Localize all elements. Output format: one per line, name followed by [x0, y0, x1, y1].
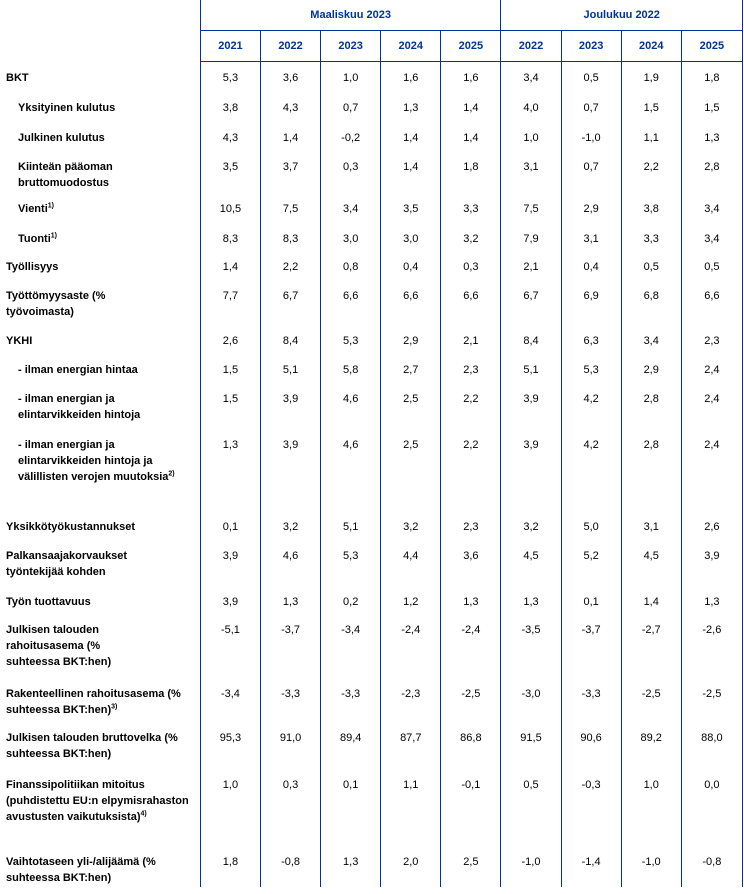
- value-cell: -2,4: [381, 614, 441, 678]
- value-cell: 1,0: [321, 62, 381, 92]
- footnote-marker: 1): [47, 201, 54, 209]
- value-cell: 7,7: [200, 280, 260, 325]
- value-cell: -3,5: [501, 614, 561, 678]
- value-cell: 0,8: [321, 251, 381, 280]
- row-label-text: - ilman energian ja elintarvikkeiden hintoja: [18, 392, 141, 421]
- row-label-text: Yksikkötyökustannukset: [6, 520, 135, 533]
- value-cell: 0,7: [561, 92, 621, 122]
- value-cell: 3,1: [561, 223, 621, 251]
- row-label: [0, 769, 200, 846]
- value-cell: 2,4: [681, 354, 742, 383]
- value-cell: 1,5: [200, 383, 260, 429]
- value-cell: 2,0: [381, 846, 441, 887]
- value-cell: 3,4: [501, 62, 561, 92]
- row-label: [0, 62, 200, 92]
- value-cell: 3,5: [200, 151, 260, 193]
- value-cell: 2,2: [441, 429, 501, 511]
- footnote-marker: 2): [168, 469, 175, 477]
- value-cell: 90,6: [561, 722, 621, 769]
- row-label: [0, 280, 200, 325]
- value-cell: 2,3: [681, 325, 742, 354]
- table-row: [0, 251, 743, 280]
- value-cell: 1,2: [381, 586, 441, 614]
- value-cell: 1,4: [381, 151, 441, 193]
- value-cell: 5,3: [321, 540, 381, 586]
- value-cell: 3,3: [441, 193, 501, 223]
- value-cell: 0,0: [681, 769, 742, 846]
- year-header: 2021: [200, 31, 260, 62]
- value-cell: 91,5: [501, 722, 561, 769]
- table-row: [0, 540, 743, 586]
- value-cell: 3,3: [621, 223, 681, 251]
- value-cell: 4,2: [561, 429, 621, 511]
- value-cell: 2,9: [381, 325, 441, 354]
- value-cell: 4,6: [321, 383, 381, 429]
- value-cell: 4,0: [501, 92, 561, 122]
- group-header-december: Joulukuu 2022: [501, 0, 743, 31]
- value-cell: -3,4: [200, 678, 260, 722]
- value-cell: -3,7: [261, 614, 321, 678]
- year-header: 2022: [501, 31, 561, 62]
- value-cell: -3,3: [261, 678, 321, 722]
- value-cell: 6,7: [261, 280, 321, 325]
- value-cell: 3,2: [261, 511, 321, 540]
- value-cell: -3,3: [561, 678, 621, 722]
- table-row: [0, 769, 743, 846]
- table-row: [0, 722, 743, 769]
- value-cell: 3,6: [441, 540, 501, 586]
- value-cell: 0,5: [501, 769, 561, 846]
- value-cell: 1,0: [501, 122, 561, 151]
- value-cell: 0,4: [381, 251, 441, 280]
- value-cell: 8,3: [200, 223, 260, 251]
- value-cell: 7,5: [261, 193, 321, 223]
- value-cell: 6,9: [561, 280, 621, 325]
- value-cell: 1,5: [200, 354, 260, 383]
- row-label-text: Tuonti$^{1)}$: [18, 231, 58, 245]
- row-label-text: Rakenteellinen rahoitusasema (% suhteessa BKT:hen)$^{3)}$: [6, 687, 181, 716]
- header-empty-cell: [0, 31, 200, 62]
- value-cell: 2,1: [501, 251, 561, 280]
- value-cell: 2,4: [681, 429, 742, 511]
- row-label: [0, 846, 200, 887]
- row-label: [0, 251, 200, 280]
- value-cell: 2,5: [381, 383, 441, 429]
- value-cell: 2,9: [561, 193, 621, 223]
- value-cell: -1,4: [561, 846, 621, 887]
- value-cell: 0,5: [621, 251, 681, 280]
- row-label: [0, 678, 200, 722]
- year-header: 2025: [681, 31, 742, 62]
- year-header: 2025: [441, 31, 501, 62]
- value-cell: -0,8: [681, 846, 742, 887]
- footnote-marker: 4): [140, 809, 147, 817]
- value-cell: -3,7: [561, 614, 621, 678]
- value-cell: -1,0: [501, 846, 561, 887]
- row-label: [0, 325, 200, 354]
- value-cell: 3,9: [261, 429, 321, 511]
- value-cell: 1,4: [200, 251, 260, 280]
- year-header: 2022: [261, 31, 321, 62]
- value-cell: 2,4: [681, 383, 742, 429]
- value-cell: 1,4: [261, 122, 321, 151]
- row-label-text: - ilman energian ja elintarvikkeiden hintoja ja välillisten verojen muutoksia$^{2)}$: [18, 438, 175, 483]
- value-cell: -1,0: [561, 122, 621, 151]
- value-cell: 2,6: [200, 325, 260, 354]
- row-label-text: - ilman energian hintaa: [18, 363, 138, 376]
- year-header: 2024: [621, 31, 681, 62]
- value-cell: 4,5: [621, 540, 681, 586]
- value-cell: 3,9: [501, 383, 561, 429]
- value-cell: 3,1: [501, 151, 561, 193]
- table-row: [0, 193, 743, 223]
- row-label-text: YKHI: [6, 334, 33, 347]
- value-cell: 2,5: [441, 846, 501, 887]
- value-cell: 0,3: [321, 151, 381, 193]
- value-cell: 4,3: [200, 122, 260, 151]
- value-cell: 5,2: [561, 540, 621, 586]
- value-cell: 0,5: [561, 62, 621, 92]
- value-cell: 1,6: [441, 62, 501, 92]
- value-cell: 0,7: [321, 92, 381, 122]
- value-cell: 87,7: [381, 722, 441, 769]
- value-cell: -3,4: [321, 614, 381, 678]
- value-cell: 5,1: [261, 354, 321, 383]
- row-label-text: Julkisen talouden rahoitusasema (% suhteessa BKT:hen): [6, 623, 112, 668]
- value-cell: 3,2: [501, 511, 561, 540]
- table-row: [0, 122, 743, 151]
- table-row: [0, 151, 743, 193]
- table-row: [0, 614, 743, 678]
- row-label-text: Kiinteän pääoman bruttomuodostus: [18, 160, 113, 189]
- value-cell: 2,5: [381, 429, 441, 511]
- value-cell: 1,8: [441, 151, 501, 193]
- year-header: 2024: [381, 31, 441, 62]
- value-cell: 1,3: [501, 586, 561, 614]
- year-header: 2023: [561, 31, 621, 62]
- row-label: [0, 223, 200, 251]
- value-cell: 1,0: [621, 769, 681, 846]
- value-cell: 2,3: [441, 511, 501, 540]
- value-cell: 0,7: [561, 151, 621, 193]
- value-cell: 1,3: [200, 429, 260, 511]
- table-row: [0, 223, 743, 251]
- value-cell: -0,8: [261, 846, 321, 887]
- value-cell: -5,1: [200, 614, 260, 678]
- row-label-text: Vaihtotaseen yli-/alijäämä (% suhteessa BKT:hen): [6, 855, 156, 884]
- row-label-text: Työllisyys: [6, 260, 59, 273]
- value-cell: 1,1: [381, 769, 441, 846]
- row-label-text: Yksityinen kulutus: [18, 101, 116, 114]
- value-cell: 3,8: [621, 193, 681, 223]
- value-cell: -2,4: [441, 614, 501, 678]
- row-label: [0, 614, 200, 678]
- table-row: [0, 354, 743, 383]
- value-cell: 3,1: [621, 511, 681, 540]
- value-cell: 2,3: [441, 354, 501, 383]
- table-row: [0, 586, 743, 614]
- value-cell: 1,8: [681, 62, 742, 92]
- value-cell: 1,4: [381, 122, 441, 151]
- value-cell: 4,3: [261, 92, 321, 122]
- value-cell: -2,5: [621, 678, 681, 722]
- value-cell: 89,4: [321, 722, 381, 769]
- value-cell: 1,9: [621, 62, 681, 92]
- value-cell: 6,3: [561, 325, 621, 354]
- value-cell: 6,8: [621, 280, 681, 325]
- row-label-text: Finanssipolitiikan mitoitus (puhdistettu EU:n elpymisrahaston avustusten vaikutuksista)$^{4)}$: [6, 778, 189, 823]
- value-cell: 2,2: [621, 151, 681, 193]
- value-cell: 1,4: [621, 586, 681, 614]
- row-label: [0, 354, 200, 383]
- row-label-text: Työn tuottavuus: [6, 595, 91, 608]
- value-cell: 1,4: [441, 92, 501, 122]
- value-cell: 0,2: [321, 586, 381, 614]
- footnote-marker: 3): [111, 702, 118, 710]
- value-cell: 4,2: [561, 383, 621, 429]
- table-row: [0, 678, 743, 722]
- value-cell: 8,3: [261, 223, 321, 251]
- value-cell: 0,5: [681, 251, 742, 280]
- row-label: [0, 722, 200, 769]
- table-row: [0, 511, 743, 540]
- value-cell: 0,1: [321, 769, 381, 846]
- table-row: [0, 429, 743, 511]
- value-cell: 1,5: [681, 92, 742, 122]
- value-cell: 4,4: [381, 540, 441, 586]
- value-cell: 1,6: [381, 62, 441, 92]
- value-cell: 8,4: [261, 325, 321, 354]
- value-cell: -2,5: [681, 678, 742, 722]
- value-cell: 10,5: [200, 193, 260, 223]
- value-cell: 1,3: [321, 846, 381, 887]
- value-cell: 86,8: [441, 722, 501, 769]
- value-cell: 1,3: [681, 122, 742, 151]
- value-cell: 8,4: [501, 325, 561, 354]
- table-row: [0, 280, 743, 325]
- value-cell: 5,3: [200, 62, 260, 92]
- value-cell: 7,9: [501, 223, 561, 251]
- table-body: [0, 62, 743, 887]
- value-cell: 1,8: [200, 846, 260, 887]
- value-cell: 1,3: [441, 586, 501, 614]
- table-row: [0, 62, 743, 92]
- value-cell: 1,1: [621, 122, 681, 151]
- row-label: [0, 122, 200, 151]
- row-label: [0, 540, 200, 586]
- value-cell: 1,0: [200, 769, 260, 846]
- value-cell: 89,2: [621, 722, 681, 769]
- value-cell: 5,1: [501, 354, 561, 383]
- value-cell: 3,0: [321, 223, 381, 251]
- value-cell: 3,9: [200, 586, 260, 614]
- row-label-text: Palkansaajakorvaukset työntekijää kohden: [6, 549, 128, 578]
- row-label: [0, 586, 200, 614]
- value-cell: 2,8: [621, 383, 681, 429]
- row-label: [0, 151, 200, 193]
- value-cell: -0,1: [441, 769, 501, 846]
- value-cell: 3,4: [681, 223, 742, 251]
- value-cell: 3,9: [681, 540, 742, 586]
- value-cell: 0,3: [441, 251, 501, 280]
- value-cell: 3,9: [200, 540, 260, 586]
- value-cell: 91,0: [261, 722, 321, 769]
- year-header: 2023: [321, 31, 381, 62]
- value-cell: 5,1: [321, 511, 381, 540]
- value-cell: -0,2: [321, 122, 381, 151]
- value-cell: -3,0: [501, 678, 561, 722]
- value-cell: 95,3: [200, 722, 260, 769]
- row-label-text: BKT: [6, 71, 29, 84]
- value-cell: 1,3: [381, 92, 441, 122]
- value-cell: 3,7: [261, 151, 321, 193]
- row-label: [0, 429, 200, 511]
- value-cell: 7,5: [501, 193, 561, 223]
- value-cell: 6,6: [681, 280, 742, 325]
- row-label: [0, 92, 200, 122]
- value-cell: 3,8: [200, 92, 260, 122]
- value-cell: 2,9: [621, 354, 681, 383]
- value-cell: 6,7: [501, 280, 561, 325]
- row-label-text: Julkisen talouden bruttovelka (% suhteessa BKT:hen): [6, 731, 178, 760]
- value-cell: 2,8: [681, 151, 742, 193]
- group-header-march: Maaliskuu 2023: [200, 0, 501, 31]
- table-row: [0, 325, 743, 354]
- value-cell: 3,9: [501, 429, 561, 511]
- value-cell: 3,5: [381, 193, 441, 223]
- value-cell: -1,0: [621, 846, 681, 887]
- value-cell: 88,0: [681, 722, 742, 769]
- value-cell: 1,4: [441, 122, 501, 151]
- value-cell: 2,7: [381, 354, 441, 383]
- value-cell: 3,4: [621, 325, 681, 354]
- row-label-text: Vienti$^{1)}$: [18, 201, 54, 215]
- value-cell: 0,1: [200, 511, 260, 540]
- value-cell: 3,4: [681, 193, 742, 223]
- value-cell: 1,5: [621, 92, 681, 122]
- footnote-marker: 1): [50, 231, 58, 239]
- value-cell: -0,3: [561, 769, 621, 846]
- value-cell: 2,1: [441, 325, 501, 354]
- row-label-text: Työttömyysaste (% työvoimasta): [6, 289, 106, 318]
- value-cell: 3,2: [441, 223, 501, 251]
- value-cell: 0,3: [261, 769, 321, 846]
- value-cell: 5,3: [561, 354, 621, 383]
- value-cell: 3,0: [381, 223, 441, 251]
- table-row: [0, 846, 743, 887]
- value-cell: 4,5: [501, 540, 561, 586]
- value-cell: -2,6: [681, 614, 742, 678]
- value-cell: 6,6: [441, 280, 501, 325]
- value-cell: -2,3: [381, 678, 441, 722]
- row-label: [0, 383, 200, 429]
- value-cell: 6,6: [381, 280, 441, 325]
- year-header-row: [0, 31, 743, 62]
- value-cell: 3,2: [381, 511, 441, 540]
- value-cell: 2,2: [261, 251, 321, 280]
- value-cell: 1,3: [261, 586, 321, 614]
- value-cell: 2,8: [621, 429, 681, 511]
- value-cell: 2,6: [681, 511, 742, 540]
- group-header-row: [0, 0, 743, 31]
- value-cell: 0,4: [561, 251, 621, 280]
- value-cell: 5,3: [321, 325, 381, 354]
- value-cell: 4,6: [321, 429, 381, 511]
- header-empty-cell: [0, 0, 200, 31]
- value-cell: 5,0: [561, 511, 621, 540]
- value-cell: 4,6: [261, 540, 321, 586]
- value-cell: 3,4: [321, 193, 381, 223]
- value-cell: 5,8: [321, 354, 381, 383]
- value-cell: 2,2: [441, 383, 501, 429]
- table-row: [0, 92, 743, 122]
- value-cell: 0,1: [561, 586, 621, 614]
- row-label: [0, 511, 200, 540]
- value-cell: 1,3: [681, 586, 742, 614]
- table-row: [0, 383, 743, 429]
- value-cell: 3,6: [261, 62, 321, 92]
- value-cell: -2,7: [621, 614, 681, 678]
- value-cell: -3,3: [321, 678, 381, 722]
- row-label-text: Julkinen kulutus: [18, 131, 105, 144]
- value-cell: 3,9: [261, 383, 321, 429]
- row-label: [0, 193, 200, 223]
- value-cell: -2,5: [441, 678, 501, 722]
- value-cell: 6,6: [321, 280, 381, 325]
